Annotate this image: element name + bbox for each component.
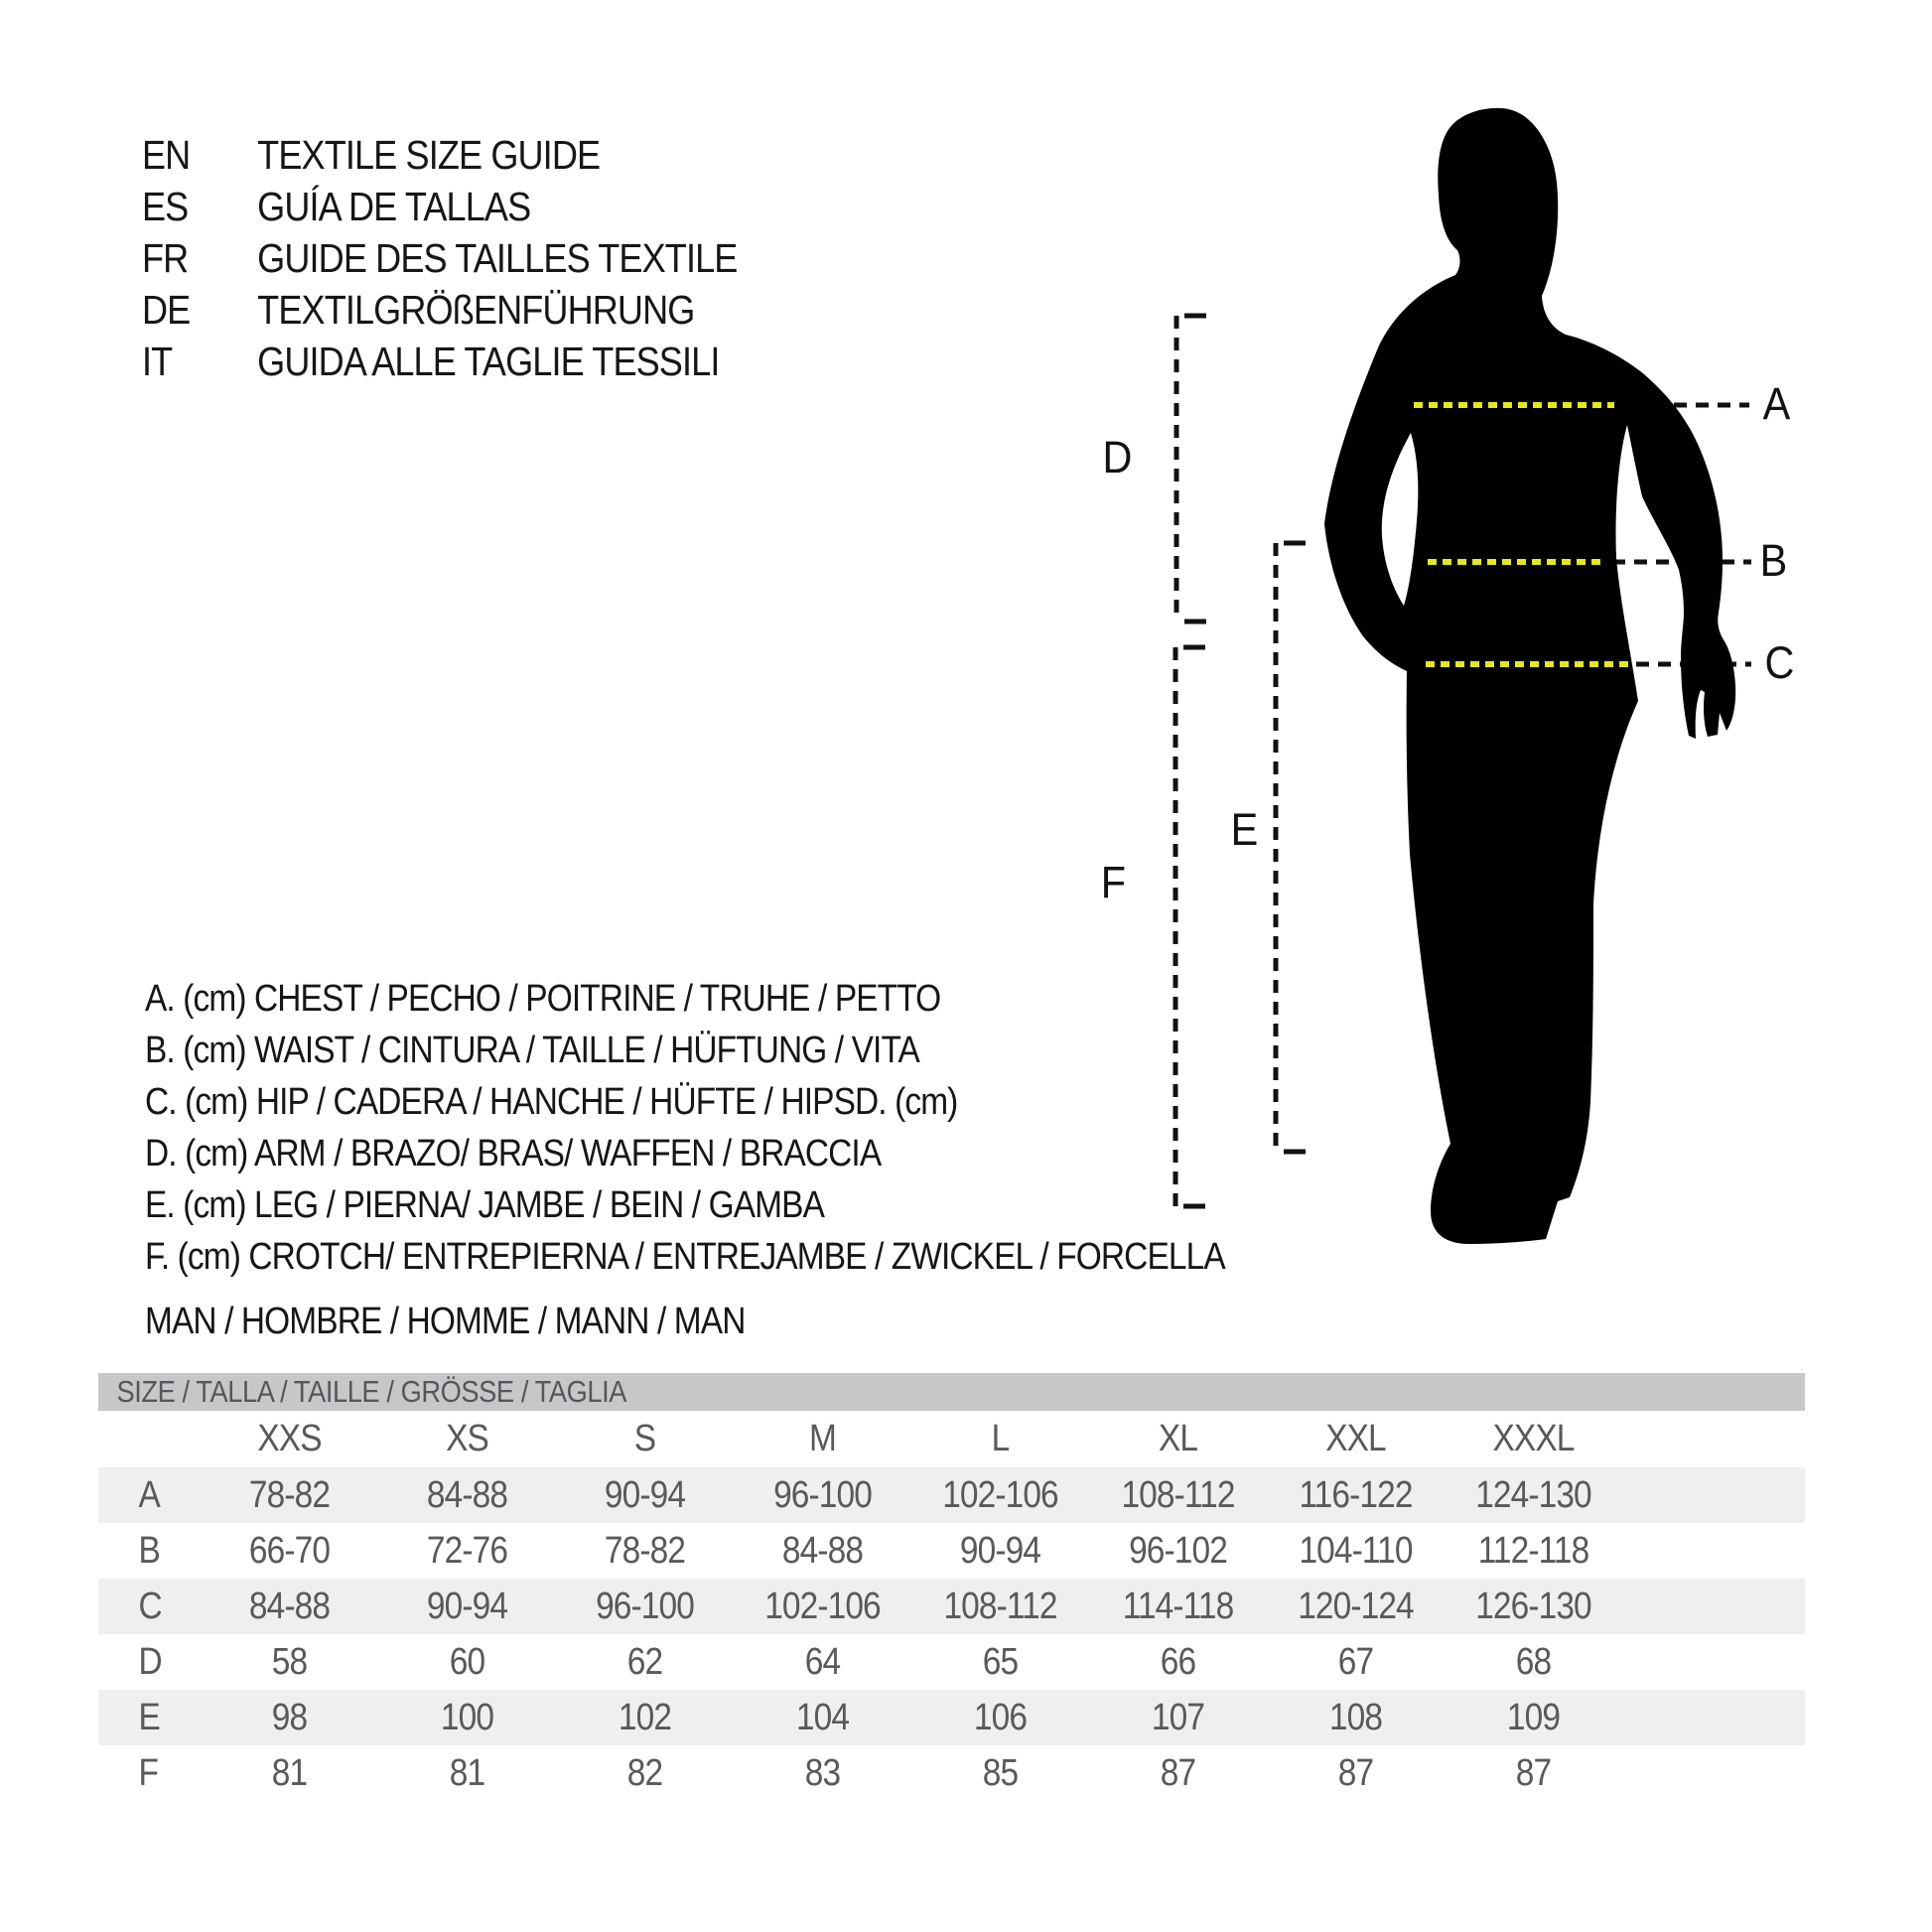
size-header-cell: XXS: [257, 1418, 322, 1459]
value-cell: 58: [271, 1640, 308, 1683]
value-cell: 81: [271, 1751, 308, 1794]
value-cell: 112-118: [1477, 1529, 1589, 1572]
value-cell: 108: [1328, 1696, 1383, 1738]
legend-line-chest: A. (cm) CHEST / PECHO / POITRINE / TRUHE / PETTO: [145, 978, 941, 1020]
size-header-cell: XXL: [1325, 1418, 1386, 1459]
row-label-cell: B: [138, 1529, 160, 1572]
value-cell: 84-88: [781, 1529, 864, 1572]
value-cell: 108-112: [943, 1585, 1057, 1627]
value-cell: 82: [626, 1751, 663, 1794]
value-cell: 64: [804, 1640, 841, 1683]
value-cell: 96-100: [773, 1473, 872, 1516]
table-title: SIZE / TALLA / TAILLE / GRÖSSE / TAGLIA: [116, 1374, 626, 1409]
man-silhouette: [1324, 108, 1735, 1244]
measure-label-waist: B: [1759, 534, 1787, 586]
value-cell: 62: [626, 1640, 663, 1683]
value-cell: 66: [1160, 1640, 1196, 1683]
value-cell: 90-94: [426, 1585, 508, 1627]
measure-label-chest: A: [1762, 377, 1790, 429]
value-cell: 106: [973, 1696, 1028, 1738]
value-cell: 84-88: [248, 1585, 331, 1627]
language-title: TEXTILGRÖßENFÜHRUNG: [257, 286, 695, 333]
size-header-cell: XS: [446, 1418, 488, 1459]
language-code: FR: [142, 234, 189, 281]
language-code: DE: [142, 286, 191, 333]
value-cell: 87: [1337, 1751, 1374, 1794]
value-cell: 114-118: [1122, 1585, 1234, 1627]
size-header-cell: L: [991, 1418, 1010, 1459]
value-cell: 102: [618, 1696, 672, 1738]
value-cell: 87: [1160, 1751, 1196, 1794]
value-cell: 66-70: [248, 1529, 331, 1572]
legend-line-leg: E. (cm) LEG / PIERNA/ JAMBE / BEIN / GAMBA: [145, 1184, 824, 1226]
row-label-cell: E: [138, 1696, 160, 1738]
value-cell: 87: [1515, 1751, 1552, 1794]
legend-line-hip: C. (cm) HIP / CADERA / HANCHE / HÜFTE / HIPSD. (cm): [145, 1081, 958, 1123]
size-header-cell: S: [633, 1418, 656, 1459]
value-cell: 78-82: [248, 1473, 331, 1516]
table-row: [98, 1523, 1805, 1579]
language-code: ES: [142, 183, 189, 229]
value-cell: 124-130: [1475, 1473, 1591, 1516]
row-label-cell: C: [138, 1585, 162, 1627]
value-cell: 68: [1515, 1640, 1552, 1683]
value-cell: 72-76: [426, 1529, 508, 1572]
legend-line-waist: B. (cm) WAIST / CINTURA / TAILLE / HÜFTUNG / VITA: [145, 1030, 919, 1071]
size-header-cell: M: [809, 1418, 836, 1459]
value-cell: 83: [804, 1751, 841, 1794]
table-row: [98, 1745, 1805, 1801]
value-cell: 108-112: [1121, 1473, 1235, 1516]
value-cell: 96-102: [1129, 1529, 1227, 1572]
value-cell: 107: [1151, 1696, 1205, 1738]
legend-line-crotch: F. (cm) CROTCH/ ENTREPIERNA / ENTREJAMBE / ZWICKEL / FORCELLA: [145, 1236, 1225, 1278]
language-code: IT: [142, 338, 173, 384]
value-cell: 67: [1337, 1640, 1374, 1683]
value-cell: 65: [982, 1640, 1019, 1683]
language-code: EN: [142, 131, 191, 178]
row-label-cell: F: [138, 1751, 159, 1794]
table-row: [98, 1467, 1805, 1523]
value-cell: 85: [982, 1751, 1019, 1794]
language-title: TEXTILE SIZE GUIDE: [257, 131, 601, 178]
size-header-row: [98, 1411, 1805, 1467]
value-cell: 120-124: [1298, 1585, 1414, 1627]
value-cell: 126-130: [1475, 1585, 1591, 1627]
value-cell: 98: [271, 1696, 308, 1738]
size-header-cell: XXXL: [1492, 1418, 1575, 1459]
category-line: MAN / HOMBRE / HOMME / MANN / MAN: [145, 1301, 746, 1342]
measurement-legend: [145, 973, 1372, 1283]
language-title: GUIDE DES TAILLES TEXTILE: [257, 234, 738, 281]
row-label-cell: A: [138, 1473, 160, 1516]
value-cell: 116-122: [1299, 1473, 1413, 1516]
table-row: [98, 1634, 1805, 1690]
legend-line-arm: D. (cm) ARM / BRAZO/ BRAS/ WAFFEN / BRACCIA: [145, 1133, 882, 1174]
table-row: [98, 1690, 1805, 1745]
table-row: [98, 1579, 1805, 1634]
value-cell: 84-88: [426, 1473, 508, 1516]
value-cell: 100: [440, 1696, 494, 1738]
value-cell: 104-110: [1299, 1529, 1413, 1572]
measure-label-hip: C: [1764, 636, 1794, 688]
value-cell: 104: [795, 1696, 850, 1738]
measure-label-arm: D: [1102, 431, 1132, 483]
size-table: [98, 1373, 1805, 1801]
language-title: GUIDA ALLE TAGLIE TESSILI: [257, 338, 720, 384]
value-cell: 81: [449, 1751, 485, 1794]
size-header-cell: XL: [1158, 1418, 1198, 1459]
value-cell: 78-82: [604, 1529, 686, 1572]
value-cell: 60: [449, 1640, 485, 1683]
language-title: GUÍA DE TALLAS: [257, 183, 531, 229]
value-cell: 109: [1506, 1696, 1561, 1738]
measure-label-crotch: F: [1100, 856, 1126, 907]
value-cell: 90-94: [959, 1529, 1041, 1572]
measure-label-leg: E: [1230, 803, 1258, 855]
value-cell: 102-106: [764, 1585, 881, 1627]
row-label-cell: D: [138, 1640, 162, 1683]
table-title-bar: [98, 1373, 1805, 1411]
value-cell: 102-106: [942, 1473, 1058, 1516]
value-cell: 90-94: [604, 1473, 686, 1516]
value-cell: 96-100: [596, 1585, 694, 1627]
